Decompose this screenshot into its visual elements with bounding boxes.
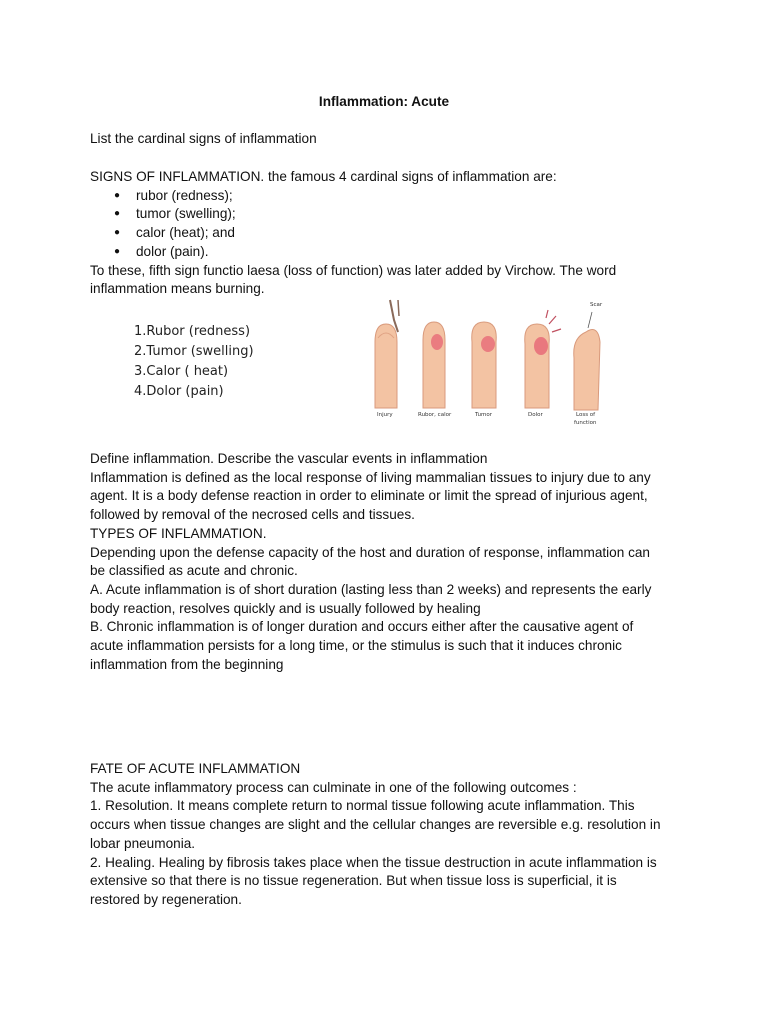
- section-define-inflammation: [90, 450, 680, 674]
- finger-injury-illustration: [375, 300, 399, 408]
- cardinal-signs-figure: [128, 298, 608, 432]
- finger-tumor-illustration: [472, 322, 497, 408]
- paragraph-line: 2. Healing. Healing by fibrosis takes place when the tissue destruction in acute inflammation is: [90, 854, 657, 870]
- figure-label: Rubor, calor: [418, 412, 452, 418]
- figure-label: Loss of: [576, 412, 596, 418]
- signs-intro-block: [90, 168, 680, 299]
- section-heading: TYPES OF INFLAMMATION.: [90, 525, 267, 541]
- signs-bullet-list: [90, 187, 680, 262]
- figure-sign-label: 4.Dolor (pain): [134, 384, 224, 399]
- paragraph-line: agent. It is a body defense reaction in order to eliminate or limit the spread of injurious agent,: [90, 488, 648, 504]
- paragraph-line: lobar pneumonia.: [90, 835, 196, 851]
- paragraph-line: 1. Resolution. It means complete return to normal tissue following acute inflammation. This: [90, 798, 635, 814]
- figure-sign-label: 1.Rubor (redness): [134, 324, 251, 339]
- section-cardinal-signs: [90, 130, 680, 149]
- figure-sign-label: 2.Tumor (swelling): [134, 344, 254, 359]
- signs-intro: SIGNS OF INFLAMMATION. the famous 4 cardinal signs of inflammation are:: [90, 169, 557, 184]
- figure-label: Injury: [377, 412, 393, 418]
- figure-label: Scar: [590, 302, 603, 308]
- fingers-illustration: [128, 298, 608, 432]
- figure-sign-label: 3.Calor ( heat): [134, 364, 229, 379]
- paragraph-line: inflammation from the beginning: [90, 656, 284, 672]
- paragraph-line: Inflammation is defined as the local response of living mammalian tissues to injury due to any: [90, 469, 651, 485]
- list-item: ● tumor (swelling);: [90, 205, 680, 224]
- paragraph-line: Depending upon the defense capacity of the host and duration of response, inflammation can: [90, 544, 650, 560]
- paragraph-line: followed by removal of the necrosed cells and tissues.: [90, 507, 415, 523]
- figure-label: function: [574, 420, 597, 426]
- section-heading: FATE OF ACUTE INFLAMMATION: [90, 761, 301, 776]
- finger-dolor-illustration: [525, 310, 561, 408]
- paragraph-line: The acute inflammatory process can culminate in one of the following outcomes :: [90, 779, 577, 795]
- paragraph-line: inflammation means burning.: [90, 281, 265, 297]
- question-heading: List the cardinal signs of inflammation: [90, 131, 317, 146]
- figure-label: Dolor: [528, 412, 543, 418]
- finger-loss-of-function-illustration: [574, 312, 600, 410]
- paragraph-line: extensive so that there is no tissue regeneration. But when tissue loss is superficial, it is: [90, 873, 617, 889]
- list-item: ● dolor (pain).: [90, 243, 680, 262]
- list-item: ● rubor (redness);: [90, 187, 680, 206]
- paragraph-line: body reaction, resolves quickly and is usually followed by healing: [90, 600, 481, 616]
- figure-label: Tumor: [475, 412, 492, 418]
- finger-rubor-calor-illustration: [423, 322, 445, 408]
- paragraph-line: restored by regeneration.: [90, 891, 242, 907]
- question-heading: Define inflammation. Describe the vascular events in inflammation: [90, 451, 488, 466]
- page-title: Inflammation: Acute: [318, 94, 450, 109]
- paragraph-line: A. Acute inflammation is of short duration (lasting less than 2 weeks) and represents the early: [90, 581, 652, 597]
- paragraph-line: occurs when tissue changes are slight and the cellular changes are reversible e.g. resolution in: [90, 817, 661, 833]
- list-item: ● calor (heat); and: [90, 224, 680, 243]
- paragraph-line: To these, fifth sign functio laesa (loss of function) was later added by Virchow. The word: [90, 262, 617, 278]
- paragraph-line: be classified as acute and chronic.: [90, 563, 298, 579]
- paragraph-line: acute inflammation persists for a long time, or the stimulus is such that it induces chronic: [90, 638, 622, 654]
- section-fate-of-acute-inflammation: [90, 760, 680, 910]
- paragraph-line: B. Chronic inflammation is of longer duration and occurs either after the causative agent of: [90, 619, 634, 635]
